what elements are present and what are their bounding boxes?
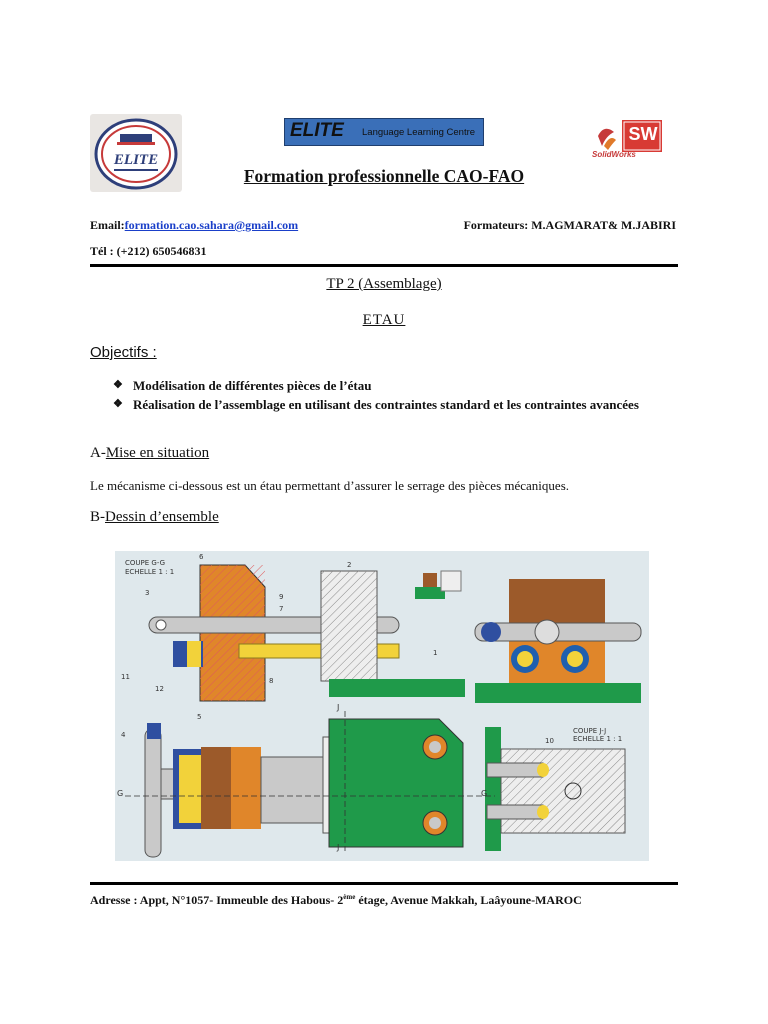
assembly-drawing-graphic: [115, 551, 649, 861]
section-a-title: Mise en situation: [105, 445, 210, 461]
echelle-jj-label: ECHELLE 1 : 1: [573, 735, 623, 743]
section-marker: J: [337, 843, 340, 852]
section-marker: G: [117, 789, 124, 798]
elite-language-brand: ELITE: [290, 120, 344, 141]
part-number: 10: [545, 737, 554, 745]
footer-divider: [90, 882, 678, 885]
part-number: 4: [121, 731, 126, 739]
page-title: Formation professionnelle CAO-FAO: [243, 166, 525, 186]
trainers: Formateurs: M.AGMARAT& M.JABIRI: [463, 218, 676, 232]
elite-language-tagline: Language Learning Centre: [362, 127, 476, 138]
email-link[interactable]: formation.cao.sahara@gmail.com: [124, 218, 299, 232]
part-number: 8: [269, 677, 274, 685]
part-number: 11: [121, 673, 130, 681]
tp-title: TP 2 (Assemblage): [326, 276, 442, 292]
solidworks-mark: SW: [628, 124, 658, 144]
part-number: 5: [197, 713, 202, 721]
solidworks-brand: SolidWorks: [592, 150, 636, 159]
diamond-bullet-icon: ❖: [113, 379, 123, 391]
assembly-drawing: [115, 551, 649, 861]
subject-title: ETAU: [362, 312, 406, 328]
objectives-list: [113, 376, 673, 414]
address-superscript: ème: [343, 893, 356, 901]
section-marker: J: [337, 703, 340, 712]
part-number: 9: [279, 593, 284, 601]
diamond-bullet-icon: ❖: [113, 398, 123, 410]
part-number: 3: [145, 589, 150, 597]
address-text: Adresse : Appt, N°1057- Immeuble des Habous- 2: [90, 893, 344, 907]
email-label: Email:: [90, 218, 125, 232]
section-a-heading: [90, 445, 209, 462]
address-text-end: étage, Avenue Makkah, Laâyoune-MAROC: [355, 893, 582, 907]
elite-language-logo: [284, 118, 484, 146]
phone: Tél : (+212) 650546831: [90, 244, 207, 258]
header-divider: [90, 264, 678, 267]
part-number: 2: [347, 561, 352, 569]
objective-text: Modélisation de différentes pièces de l’étau: [133, 378, 372, 393]
section-a-text: Le mécanisme ci-dessous est un étau permettant d’assurer le serrage des pièces mécaniques.: [90, 478, 570, 493]
objective-text: Réalisation de l’assemblage en utilisant des contraintes standard et les contraintes avancées: [133, 397, 639, 412]
email-line: [90, 218, 298, 233]
list-item: [113, 395, 673, 414]
part-number: 1: [433, 649, 438, 657]
section-marker: G: [481, 789, 488, 798]
section-b-heading: [90, 509, 219, 526]
coupe-gg-label: COUPE G-G: [125, 559, 166, 567]
solidworks-logo: [590, 116, 678, 162]
part-number: 6: [199, 553, 204, 561]
part-number: 12: [155, 685, 164, 693]
coupe-jj-label: COUPE J-J: [573, 727, 607, 735]
footer-address: [90, 893, 678, 908]
elite-logo-text: ELITE: [113, 152, 159, 168]
echelle-gg-label: ECHELLE 1 : 1: [125, 568, 175, 576]
section-b-prefix: B-: [90, 509, 105, 525]
section-b-title: Dessin d’ensemble: [105, 509, 219, 525]
part-number: 7: [279, 605, 284, 613]
objectives-heading: Objectifs :: [90, 344, 157, 361]
list-item: [113, 376, 673, 395]
section-a-prefix: A-: [90, 445, 106, 461]
